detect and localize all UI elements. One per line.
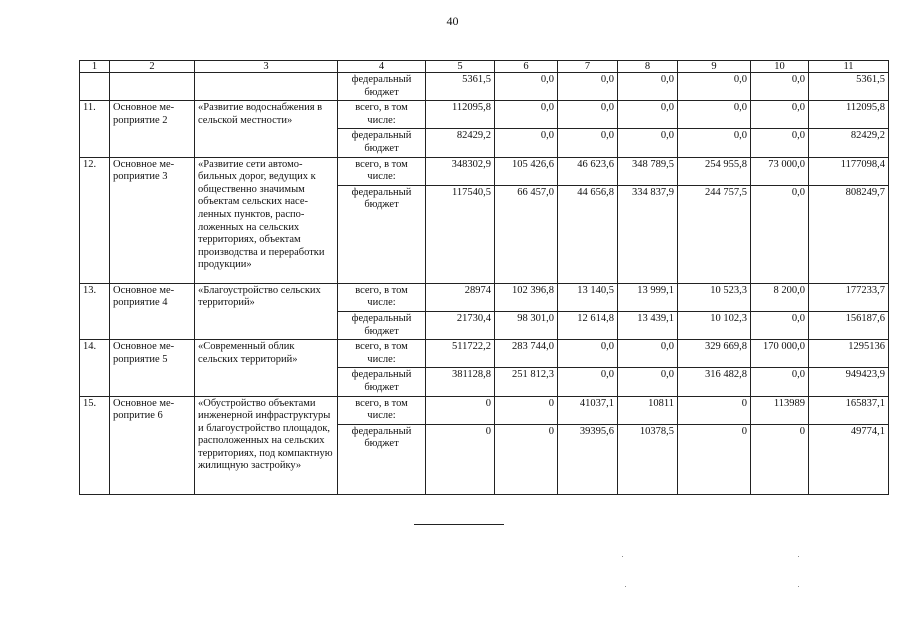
value-cell: 244 757,5 — [678, 185, 751, 283]
table-row — [80, 396, 889, 424]
value-cell: 13 999,1 — [618, 283, 678, 311]
value-cell: 102 396,8 — [495, 283, 558, 311]
value-cell: 82429,2 — [809, 129, 889, 157]
row-number — [80, 73, 110, 101]
value-cell: 316 482,8 — [678, 368, 751, 396]
value-cell: 0,0 — [618, 101, 678, 129]
value-cell: 0 — [495, 396, 558, 424]
source-label: федеральный бюджет — [338, 368, 426, 396]
value-cell: 10 102,3 — [678, 311, 751, 339]
value-cell: 170 000,0 — [751, 340, 809, 368]
value-cell: 254 955,8 — [678, 157, 751, 185]
value-cell: 381128,8 — [426, 368, 495, 396]
value-cell: 5361,5 — [809, 73, 889, 101]
value-cell: 0,0 — [558, 129, 618, 157]
value-cell: 0,0 — [495, 101, 558, 129]
header-cell: 8 — [618, 61, 678, 73]
value-cell: 165837,1 — [809, 396, 889, 424]
header-cell: 7 — [558, 61, 618, 73]
value-cell: 5361,5 — [426, 73, 495, 101]
value-cell: 8 200,0 — [751, 283, 809, 311]
value-cell: 46 623,6 — [558, 157, 618, 185]
value-cell: 0,0 — [618, 73, 678, 101]
source-label: всего, в том числе: — [338, 101, 426, 129]
value-cell: 112095,8 — [426, 101, 495, 129]
value-cell: 0,0 — [678, 101, 751, 129]
value-cell: 66 457,0 — [495, 185, 558, 283]
value-cell: 348302,9 — [426, 157, 495, 185]
value-cell: 156187,6 — [809, 311, 889, 339]
value-cell: 0 — [678, 396, 751, 424]
value-cell: 0,0 — [751, 368, 809, 396]
header-cell: 1 — [80, 61, 110, 73]
value-cell: 44 656,8 — [558, 185, 618, 283]
value-cell: 117540,5 — [426, 185, 495, 283]
event-cell: Основное меропритие 6 — [110, 396, 195, 494]
source-label: всего, в том числе: — [338, 283, 426, 311]
value-cell: 1295136 — [809, 340, 889, 368]
value-cell: 1177098,4 — [809, 157, 889, 185]
value-cell: 0 — [678, 424, 751, 494]
value-cell: 13 140,5 — [558, 283, 618, 311]
event-cell: Основное мероприятие 3 — [110, 157, 195, 283]
row-number: 12. — [80, 157, 110, 283]
table-row — [80, 101, 889, 129]
value-cell: 10378,5 — [618, 424, 678, 494]
value-cell: 177233,7 — [809, 283, 889, 311]
source-label: всего, в том числе: — [338, 157, 426, 185]
source-label: всего, в том числе: — [338, 396, 426, 424]
budget-table — [79, 60, 889, 495]
value-cell: 0,0 — [558, 73, 618, 101]
title-cell — [195, 73, 338, 101]
header-row — [80, 61, 889, 73]
value-cell: 21730,4 — [426, 311, 495, 339]
row-number: 15. — [80, 396, 110, 494]
scan-artifact — [622, 556, 623, 557]
value-cell: 10811 — [618, 396, 678, 424]
value-cell: 0 — [426, 396, 495, 424]
event-cell: Основное мероприятие 2 — [110, 101, 195, 157]
title-cell: «Обустройство объектами инженерной инфраструктуры и благоустройство площадок, расположенных на сельских территориях, под компактную жилищную застройку» — [195, 396, 338, 494]
value-cell: 0,0 — [751, 101, 809, 129]
row-number: 11. — [80, 101, 110, 157]
table-row — [80, 157, 889, 185]
value-cell: 0,0 — [751, 185, 809, 283]
value-cell: 0,0 — [558, 101, 618, 129]
event-cell — [110, 73, 195, 101]
value-cell: 283 744,0 — [495, 340, 558, 368]
value-cell: 511722,2 — [426, 340, 495, 368]
value-cell: 12 614,8 — [558, 311, 618, 339]
title-cell: «Благоустройство сельских территорий» — [195, 283, 338, 339]
value-cell: 0,0 — [751, 129, 809, 157]
title-cell: «Развитие сети автомобильных дорог, ведущих к общественно значимым объектам сельских населенных пунктов, расположенных на сельских территориях, объектам производства и переработки продукции» — [195, 157, 338, 283]
header-cell: 10 — [751, 61, 809, 73]
value-cell: 251 812,3 — [495, 368, 558, 396]
value-cell: 0 — [426, 424, 495, 494]
scan-artifact — [798, 556, 799, 557]
header-cell: 9 — [678, 61, 751, 73]
header-cell: 11 — [809, 61, 889, 73]
value-cell: 49774,1 — [809, 424, 889, 494]
row-number: 13. — [80, 283, 110, 339]
value-cell: 0,0 — [751, 73, 809, 101]
value-cell: 0,0 — [618, 340, 678, 368]
value-cell: 0,0 — [751, 311, 809, 339]
source-label: федеральный бюджет — [338, 129, 426, 157]
value-cell: 0,0 — [618, 129, 678, 157]
value-cell: 0 — [751, 424, 809, 494]
source-label: всего, в том числе: — [338, 340, 426, 368]
value-cell: 13 439,1 — [618, 311, 678, 339]
value-cell: 28974 — [426, 283, 495, 311]
header-cell: 4 — [338, 61, 426, 73]
event-cell: Основное мероприятие 5 — [110, 340, 195, 396]
value-cell: 112095,8 — [809, 101, 889, 129]
source-label: федеральный бюджет — [338, 73, 426, 101]
separator-line — [414, 524, 504, 525]
value-cell: 41037,1 — [558, 396, 618, 424]
header-cell: 3 — [195, 61, 338, 73]
value-cell: 0,0 — [558, 368, 618, 396]
value-cell: 808249,7 — [809, 185, 889, 283]
header-cell: 5 — [426, 61, 495, 73]
value-cell: 348 789,5 — [618, 157, 678, 185]
value-cell: 105 426,6 — [495, 157, 558, 185]
header-cell: 6 — [495, 61, 558, 73]
value-cell: 39395,6 — [558, 424, 618, 494]
value-cell: 0,0 — [558, 340, 618, 368]
value-cell: 82429,2 — [426, 129, 495, 157]
source-label: федеральный бюджет — [338, 185, 426, 283]
page-number: 40 — [446, 14, 459, 28]
value-cell: 0,0 — [678, 73, 751, 101]
value-cell: 73 000,0 — [751, 157, 809, 185]
title-cell: «Современный облик сельских территорий» — [195, 340, 338, 396]
value-cell: 0,0 — [618, 368, 678, 396]
value-cell: 329 669,8 — [678, 340, 751, 368]
value-cell: 113989 — [751, 396, 809, 424]
source-label: федеральный бюджет — [338, 424, 426, 494]
value-cell: 98 301,0 — [495, 311, 558, 339]
source-label: федеральный бюджет — [338, 311, 426, 339]
header-cell: 2 — [110, 61, 195, 73]
table-row — [80, 283, 889, 311]
value-cell: 0,0 — [495, 73, 558, 101]
table-row — [80, 73, 889, 101]
value-cell: 334 837,9 — [618, 185, 678, 283]
event-cell: Основное мероприятие 4 — [110, 283, 195, 339]
scan-artifact — [798, 586, 799, 587]
value-cell: 949423,9 — [809, 368, 889, 396]
value-cell: 0,0 — [495, 129, 558, 157]
title-cell: «Развитие водоснабжения в сельской местности» — [195, 101, 338, 157]
scan-artifact — [625, 586, 626, 587]
value-cell: 10 523,3 — [678, 283, 751, 311]
table-row — [80, 340, 889, 368]
row-number: 14. — [80, 340, 110, 396]
value-cell: 0,0 — [678, 129, 751, 157]
value-cell: 0 — [495, 424, 558, 494]
